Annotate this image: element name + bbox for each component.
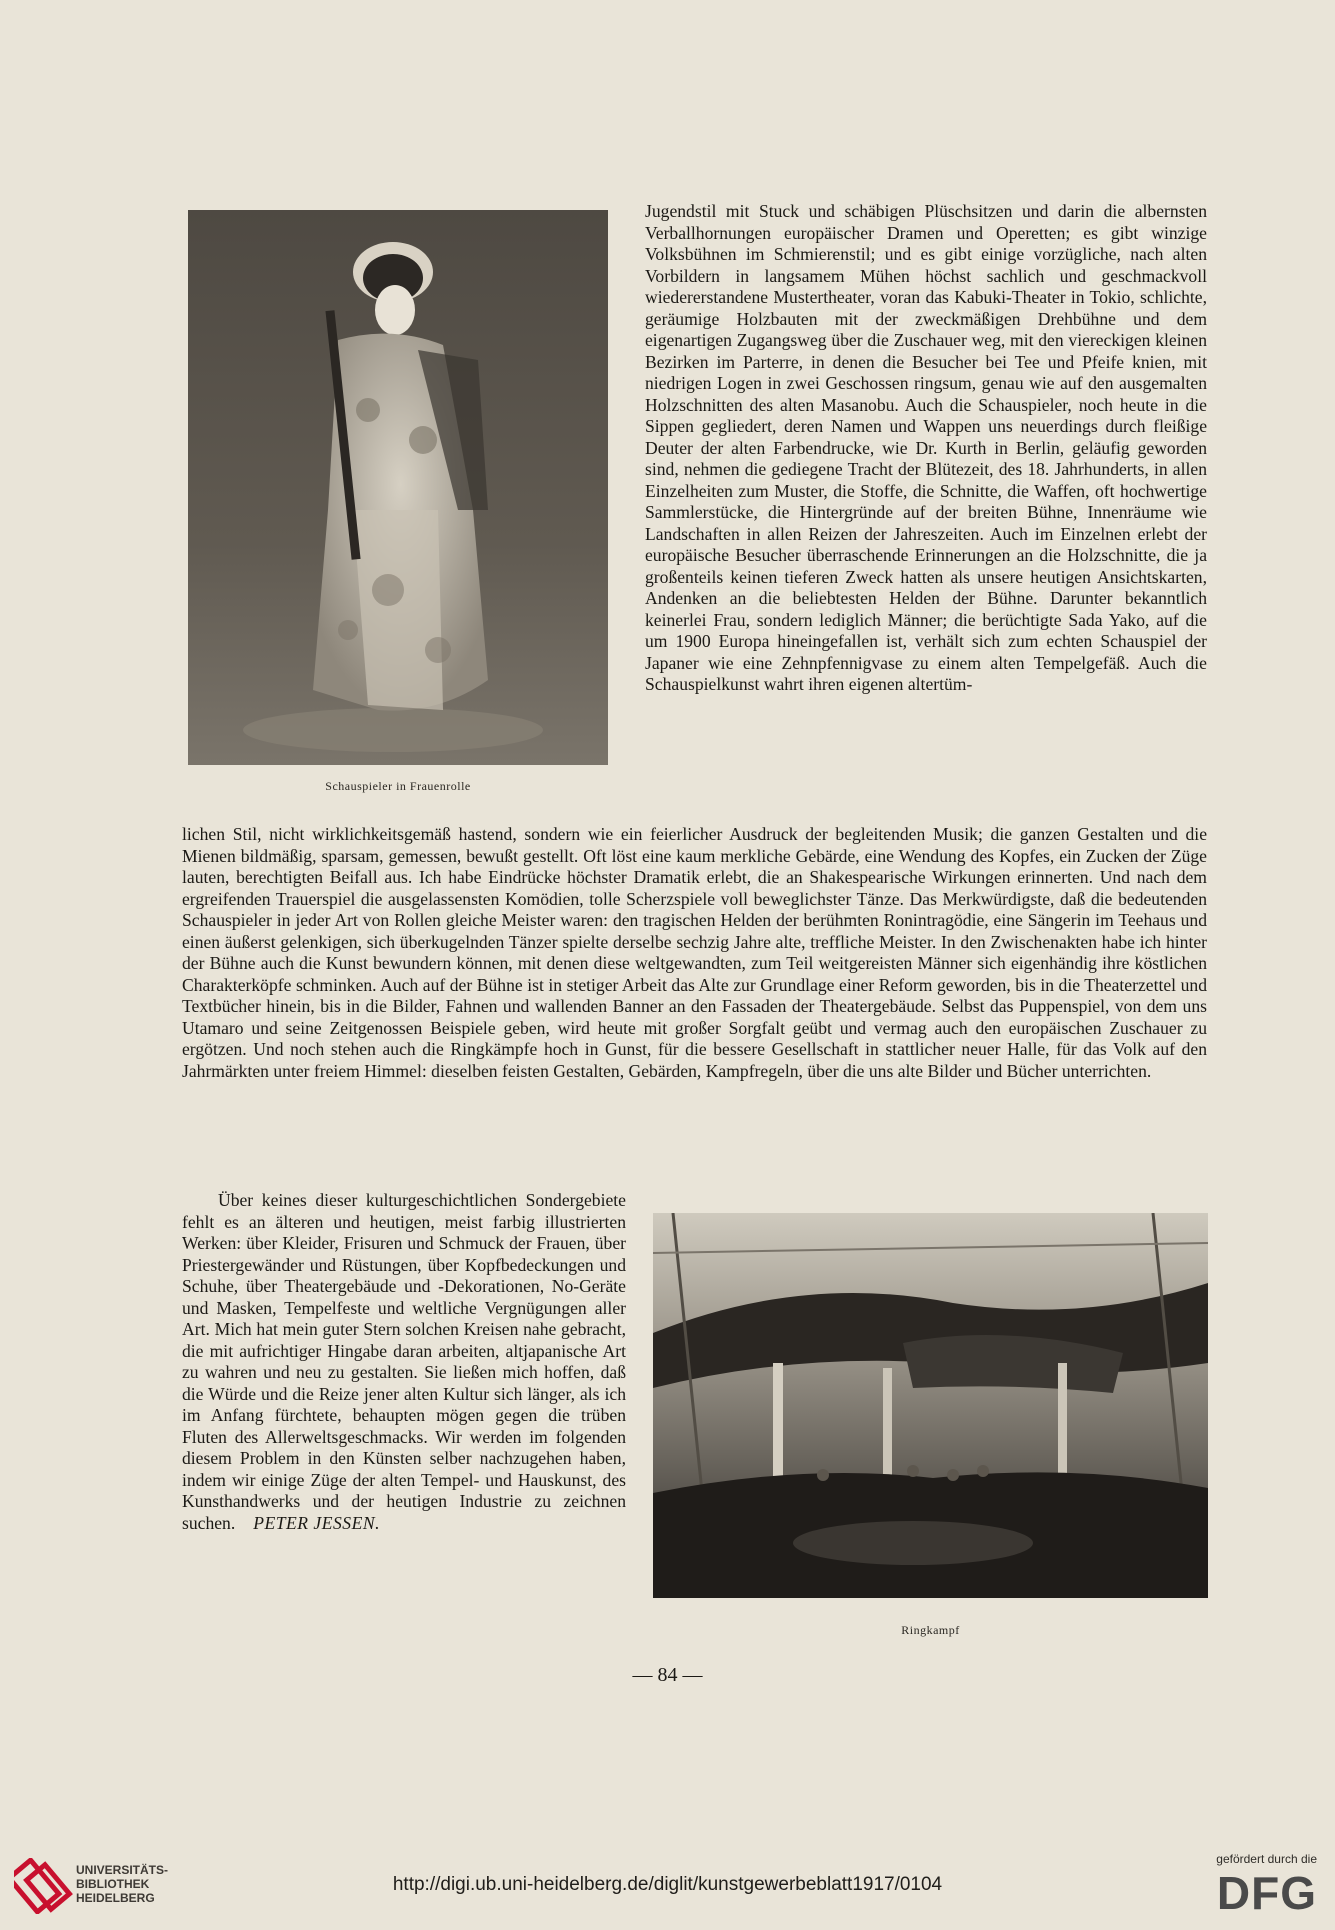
- actor-photo: [188, 210, 608, 765]
- funded-by-label: gefördert durch die: [1216, 1852, 1317, 1866]
- article-full-width: [182, 824, 1207, 1082]
- digitization-footer: [0, 1850, 1335, 1930]
- article-paragraph-top: Jugendstil mit Stuck und schäbigen Plüschsitzen und darin die albernsten Verballhornungen europäischer Dramen und Operetten; es gibt winzige Volksbühnen im Schmierenstil; und es gibt einige vorzügliche, nach alten Vorbildern in langsamem Mühen höchst sachlich und geschmackvoll wiedererstandene Mustertheater, voran das Kabuki-Theater in Tokio, schlichte, geräumige Holzbauten mit der zweckmäßigen Drehbühne und dem eigenartigen Zugangsweg über die Zuschauer weg, mit den viereckigen kleinen Bezirken im Parterre, in denen die Besucher bei Tee und Pfeife knien, mit niedrigen Logen in zwei Geschossen ringsum, genau wie auf den ausgemalten Holzschnitten des alten Masanobu. Auch die Schauspieler, noch heute in die Sippen gegliedert, deren Namen und Wappen uns neuerdings durch fleißige Deuter der alten Farbendrucke, wie Dr. Kurth in Berlin, geläufig geworden sind, nehmen die gediegene Tracht der Blütezeit, des 18. Jahrhunderts, in allen Einzelheiten zum Muster, die Stoffe, die Schnitte, die Waffen, oft hochwertige Sammlerstücke, die Hintergründe auf der breiten Bühne, Innenräume wie Landschaften in allen Reizen der Jahreszeiten. Auch im Einzelnen erlebt der europäische Besucher überraschende Erinnerungen an die Holzschnitte, die ja großenteils keinen tieferen Zweck hatten als unsere heutigen Ansichtskarten, Andenken an die beliebtesten Helden der Bühne. Darunter bekanntlich keinerlei Frau, sondern lediglich Männer; die berüchtigte Sada Yako, auf die um 1900 Europa hineingefallen ist, verhält sich zum echten Schauspiel der Japaner wie eine Zehnpfennigvase zu einem alten Tempelgefäß. Auch die Schauspielkunst wahrt ihren eigenen altertüm-: [645, 201, 1207, 694]
- wrestling-photo-caption: Ringkampf: [901, 1623, 960, 1637]
- wrestling-photo: [653, 1213, 1208, 1598]
- ub-line-3: HEIDELBERG: [76, 1891, 155, 1905]
- actor-kimono-image: [188, 210, 608, 765]
- dfg-logo: DFG: [1216, 1867, 1317, 1919]
- ub-line-2: BIBLIOTHEK: [76, 1877, 150, 1891]
- article-top-column: [645, 201, 1207, 696]
- ub-line-1: UNIVERSITÄTS-: [76, 1863, 169, 1877]
- sumo-ring-image: [653, 1213, 1208, 1598]
- author-signature: PETER JESSEN.: [253, 1512, 380, 1533]
- closing-text: Über keines dieser kulturgeschichtlichen Sondergebiete fehlt es an älteren und heutigen, meist farbig illustrierten Werken: über Kleider, Frisuren und Schmuck der Frauen, über Priestergewänder und Rüstungen, über Kopfbedeckungen und Schuhe, über Theatergebäude und -Dekorationen, No-Geräte und Masken, Tempelfeste und weltliche Vergnügungen aller Art. Mich hat mein guter Stern solchen Kreisen nahe gebracht, die mit aufrichtiger Hingabe daran arbeiten, altjapanische Art zu wahren und neu zu gestalten. Sie ließen mich hoffen, daß die Würde und die Reize jener alten Kultur sich länger, als ich im Anfang fürchtete, behaupten mögen gegen die trüben Fluten des Allerweltsgeschmacks. Wir werden im folgenden diesem Problem in den Künsten selber nachzugehen haben, indem wir einige Züge der alten Tempel- und Hauskunst, des Kunsthandwerks und der heutigen Industrie zu zeichnen suchen.: [182, 1190, 626, 1533]
- article-closing-column: [182, 1190, 626, 1534]
- article-paragraph-closing: [182, 1190, 626, 1534]
- article-paragraph-full: lichen Stil, nicht wirklichkeitsgemäß hastend, sondern wie ein feierlicher Ausdruck der begleitenden Musik; die ganzen Gestalten und die Mienen bildmäßig, sparsam, gemessen, bewußt gestellt. Oft löst eine kaum merkliche Gebärde, eine Wendung des Kopfes, ein Zucken der Züge lauten, berechtigten Beifall aus. Ich habe Eindrücke höchster Dramatik erlebt, die an Shakespearische Wirkungen erinnerten. Und nach dem ergreifenden Trauerspiel die ausgelassensten Komödien, tolle Scherzspiele voll beweglichster Tänze. Das Merkwürdigste, daß die bedeutenden Schauspieler in jeder Art von Rollen gleiche Meister waren: den tragischen Helden der berühmten Ronintragödie, eine Sängerin im Teehaus und einen äußerst gelenkigen, sich überkugelnden Tänzer spielte derselbe sechzig Jahre alte, treffliche Meister. In den Zwischenakten habe ich hinter der Bühne auch die Kunst bewundern können, mit denen diese weltgewandten, zum Teil weitgereisten Männer sich eigenhändig ihre köstlichen Charakterköpfe schminken. Auch auf der Bühne ist in stetiger Arbeit das Alte zur Grundlage einer Reform geworden, bis in die Theaterzettel und Textbücher hinein, bis in die Bilder, Fahnen und wallenden Banner an den Fassaden der Theatergebäude. Selbst das Puppenspiel, von dem uns Utamaro und seine Zeitgenossen Beispiele geben, wird heute mit großer Sorgfalt geübt und vermag auch den europäischen Zuschauer zu ergötzen. Und noch stehen auch die Ringkämpfe hoch in Gunst, für die bessere Gesellschaft in stattlicher neuer Halle, für das Volk auf den Jahrmärkten unter freiem Himmel: dieselben feisten Gestalten, Gebärden, Kampfregeln, über die uns alte Bilder und Bücher unterrichten.: [182, 824, 1207, 1081]
- source-url[interactable]: http://digi.ub.uni-heidelberg.de/diglit/kunstgewerbeblatt1917/0104: [392, 1874, 943, 1895]
- page-number: — 84 —: [632, 1664, 703, 1686]
- actor-photo-caption: Schauspieler in Frauenrolle: [325, 779, 471, 793]
